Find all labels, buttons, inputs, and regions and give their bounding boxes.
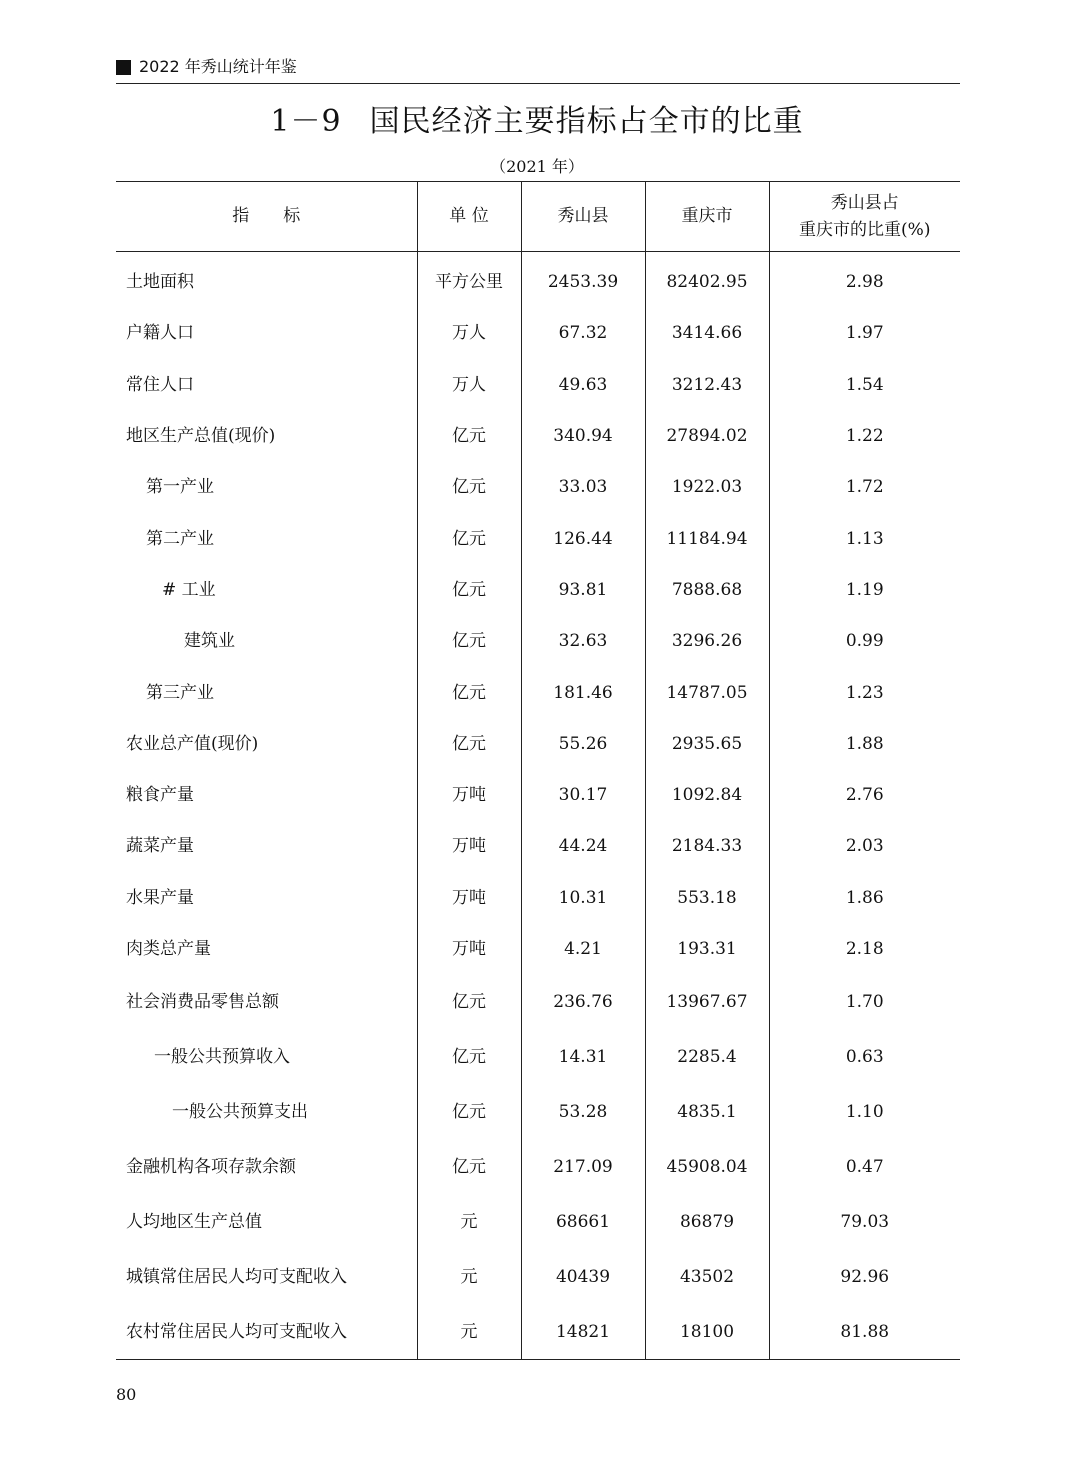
row-xiushan: 217.09 <box>521 1140 645 1195</box>
row-indicator: 水果产量 <box>116 872 417 923</box>
row-unit: 亿元 <box>417 564 521 615</box>
row-indicator: 地区生产总值(现价) <box>116 410 417 461</box>
row-xiushan: 44.24 <box>521 821 645 872</box>
row-unit: 亿元 <box>417 462 521 513</box>
header-square-icon <box>116 60 131 75</box>
table-row <box>116 1305 960 1360</box>
table-row <box>116 1250 960 1305</box>
table-row <box>116 1030 960 1085</box>
row-chongqing: 3296.26 <box>645 616 769 667</box>
row-xiushan: 181.46 <box>521 667 645 718</box>
row-indicator: 户籍人口 <box>116 308 417 359</box>
row-indicator: 蔬菜产量 <box>116 821 417 872</box>
row-chongqing: 11184.94 <box>645 513 769 564</box>
row-xiushan: 67.32 <box>521 308 645 359</box>
running-header <box>116 56 960 84</box>
row-indicator: 土地面积 <box>116 257 417 308</box>
header-ratio <box>769 182 960 252</box>
row-chongqing: 3212.43 <box>645 359 769 410</box>
table-row <box>116 923 960 974</box>
row-indicator: 建筑业 <box>116 616 417 667</box>
row-chongqing: 27894.02 <box>645 410 769 461</box>
table-row <box>116 769 960 820</box>
row-chongqing: 3414.66 <box>645 308 769 359</box>
row-ratio: 1.19 <box>845 579 884 600</box>
row-chongqing: 2935.65 <box>645 718 769 769</box>
row-indicator: 粮食产量 <box>116 769 417 820</box>
row-unit: 亿元 <box>417 1140 521 1195</box>
row-xiushan: 30.17 <box>521 769 645 820</box>
table-number: 1－9 <box>270 104 342 139</box>
row-xiushan: 55.26 <box>521 718 645 769</box>
row-ratio: 1.97 <box>845 323 884 344</box>
row-ratio: 1.72 <box>845 477 884 498</box>
header-unit: 单 位 <box>417 182 521 252</box>
row-ratio: 1.86 <box>845 887 884 908</box>
row-ratio: 1.88 <box>845 733 884 754</box>
header-chongqing: 重庆市 <box>645 182 769 252</box>
table-row <box>116 257 960 308</box>
page-number: 80 <box>116 1385 137 1404</box>
row-xiushan: 2453.39 <box>521 257 645 308</box>
table-row <box>116 308 960 359</box>
row-unit: 平方公里 <box>417 257 521 308</box>
table-header-row <box>116 182 960 252</box>
table-row <box>116 410 960 461</box>
row-indicator: 农村常住居民人均可支配收入 <box>116 1305 417 1360</box>
row-chongqing: 2184.33 <box>645 821 769 872</box>
table-row <box>116 821 960 872</box>
row-chongqing: 86879 <box>645 1195 769 1250</box>
row-ratio: 0.63 <box>845 1047 884 1068</box>
row-ratio: 0.99 <box>845 631 884 652</box>
row-xiushan: 340.94 <box>521 410 645 461</box>
row-unit: 元 <box>417 1250 521 1305</box>
table-row <box>116 462 960 513</box>
row-indicator: 常住人口 <box>116 359 417 410</box>
row-xiushan: 126.44 <box>521 513 645 564</box>
header-indicator: 指 标 <box>116 182 417 252</box>
row-xiushan: 4.21 <box>521 923 645 974</box>
row-indicator: 城镇常住居民人均可支配收入 <box>116 1250 417 1305</box>
table-row <box>116 1085 960 1140</box>
row-chongqing: 14787.05 <box>645 667 769 718</box>
row-chongqing: 7888.68 <box>645 564 769 615</box>
table-title <box>0 100 1074 144</box>
table-row <box>116 1140 960 1195</box>
table-title-text: 国民经济主要指标占全市的比重 <box>369 104 804 139</box>
row-xiushan: 53.28 <box>521 1085 645 1140</box>
row-ratio: 1.23 <box>845 682 884 703</box>
row-ratio: 1.13 <box>845 528 884 549</box>
row-indicator: 肉类总产量 <box>116 923 417 974</box>
row-ratio: 2.18 <box>845 939 884 959</box>
row-indicator: # 工业 <box>116 564 417 615</box>
row-indicator: 一般公共预算收入 <box>116 1030 417 1085</box>
row-ratio: 0.47 <box>845 1157 884 1178</box>
row-xiushan: 10.31 <box>521 872 645 923</box>
row-chongqing: 4835.1 <box>645 1085 769 1140</box>
row-unit: 亿元 <box>417 1085 521 1140</box>
header-xiushan: 秀山县 <box>521 182 645 252</box>
row-ratio: 1.54 <box>845 374 884 395</box>
table-row <box>116 1195 960 1250</box>
row-unit: 元 <box>417 1305 521 1360</box>
row-indicator: 一般公共预算支出 <box>116 1085 417 1140</box>
table-row <box>116 872 960 923</box>
row-chongqing: 1092.84 <box>645 769 769 820</box>
row-chongqing: 82402.95 <box>645 257 769 308</box>
row-unit: 万吨 <box>417 769 521 820</box>
header-ratio-line2: 重庆市的比重(%) <box>799 219 931 240</box>
row-unit: 万人 <box>417 308 521 359</box>
table-row <box>116 564 960 615</box>
row-chongqing: 18100 <box>645 1305 769 1360</box>
row-chongqing: 2285.4 <box>645 1030 769 1085</box>
row-unit: 亿元 <box>417 410 521 461</box>
row-xiushan: 93.81 <box>521 564 645 615</box>
row-chongqing: 13967.67 <box>645 975 769 1030</box>
row-ratio: 92.96 <box>840 1267 890 1288</box>
table-row <box>116 718 960 769</box>
row-indicator: 第一产业 <box>116 462 417 513</box>
row-xiushan: 68661 <box>521 1195 645 1250</box>
row-unit: 万吨 <box>417 821 521 872</box>
row-chongqing: 1922.03 <box>645 462 769 513</box>
table-year: （2021 年） <box>490 157 584 176</box>
row-unit: 亿元 <box>417 513 521 564</box>
row-ratio: 1.70 <box>845 992 884 1013</box>
row-xiushan: 236.76 <box>521 975 645 1030</box>
row-chongqing: 553.18 <box>645 872 769 923</box>
row-unit: 亿元 <box>417 616 521 667</box>
row-xiushan: 14.31 <box>521 1030 645 1085</box>
indicator-table <box>116 181 960 1360</box>
row-indicator: 农业总产值(现价) <box>116 718 417 769</box>
row-unit: 亿元 <box>417 975 521 1030</box>
row-ratio: 81.88 <box>769 1305 960 1360</box>
row-unit: 万吨 <box>417 923 521 974</box>
table-row <box>116 975 960 1030</box>
row-xiushan: 40439 <box>521 1250 645 1305</box>
row-indicator: 金融机构各项存款余额 <box>116 1140 417 1195</box>
row-xiushan: 33.03 <box>521 462 645 513</box>
row-unit: 亿元 <box>417 667 521 718</box>
row-chongqing: 45908.04 <box>645 1140 769 1195</box>
row-xiushan: 49.63 <box>521 359 645 410</box>
row-unit: 亿元 <box>417 718 521 769</box>
table-row <box>116 667 960 718</box>
row-ratio: 2.03 <box>845 836 884 857</box>
table-row <box>116 359 960 410</box>
row-ratio: 79.03 <box>840 1212 890 1233</box>
row-indicator: 第三产业 <box>116 667 417 718</box>
row-xiushan: 14821 <box>521 1305 645 1360</box>
row-chongqing: 193.31 <box>645 923 769 974</box>
row-ratio: 2.76 <box>845 785 884 806</box>
row-xiushan: 32.63 <box>521 616 645 667</box>
row-chongqing: 43502 <box>645 1250 769 1305</box>
table-row <box>116 513 960 564</box>
row-indicator: 人均地区生产总值 <box>116 1195 417 1250</box>
row-ratio: 2.98 <box>845 272 884 293</box>
row-ratio: 1.22 <box>845 426 884 447</box>
row-unit: 元 <box>417 1195 521 1250</box>
row-indicator: 社会消费品零售总额 <box>116 975 417 1030</box>
row-indicator: 第二产业 <box>116 513 417 564</box>
row-unit: 万吨 <box>417 872 521 923</box>
row-ratio: 1.10 <box>845 1102 884 1123</box>
table-row <box>116 616 960 667</box>
row-unit: 亿元 <box>417 1030 521 1085</box>
running-header-text: 2022 年秀山统计年鉴 <box>139 57 297 76</box>
row-unit: 万人 <box>417 359 521 410</box>
header-ratio-line1: 秀山县占 <box>830 192 899 213</box>
